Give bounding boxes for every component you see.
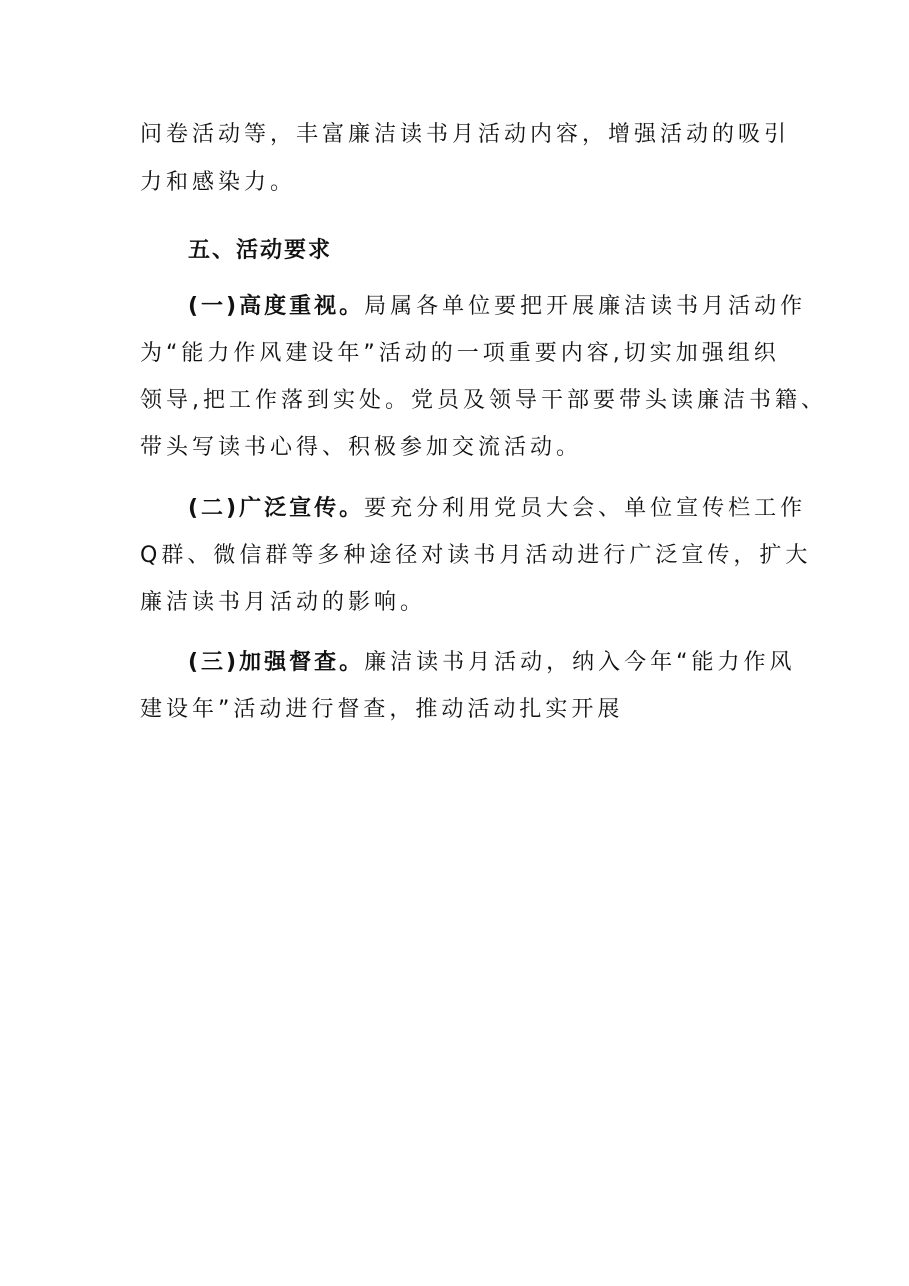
item-2-line-3: 廉洁读书月活动的影响。 <box>140 590 427 615</box>
section-heading: 五、活动要求 <box>188 238 333 263</box>
item-1-text-1: 局属各单位要把开展廉洁读书月活动作 <box>364 294 807 319</box>
item-1-title: (一)高度重视。 <box>188 294 365 319</box>
item-3-title: (三)加强督查。 <box>188 650 365 675</box>
item-1-line-1 <box>140 294 827 320</box>
item-2-line-1 <box>140 496 811 522</box>
item-2 <box>140 496 811 616</box>
item-1-line-3: 领导,把工作落到实处。党员及领导干部要带头读廉洁书籍、 <box>140 388 827 413</box>
item-3-line-1 <box>140 650 796 676</box>
item-1 <box>140 294 827 461</box>
item-1-line-2: 为“能力作风建设年”活动的一项重要内容,切实加强组织 <box>140 341 780 366</box>
intro-line-2: 力和感染力。 <box>140 170 297 195</box>
item-2-text-1: 要充分利用党员大会、单位宣传栏工作 <box>364 496 807 521</box>
item-3 <box>140 650 796 723</box>
item-2-line-2: Q群、微信群等多种途径对读书月活动进行广泛宣传，扩大 <box>140 543 812 568</box>
item-2-title: (二)广泛宣传。 <box>188 496 365 521</box>
intro-line-1: 问卷活动等，丰富廉洁读书月活动内容，增强活动的吸引 <box>140 122 791 147</box>
intro-paragraph <box>140 122 790 196</box>
item-1-line-4: 带头写读书心得、积极参加交流活动。 <box>140 435 583 460</box>
item-3-line-2: 建设年”活动进行督查，推动活动扎实开展 <box>140 697 624 722</box>
item-3-text-1: 廉洁读书月活动，纳入今年“能力作风 <box>364 650 796 675</box>
